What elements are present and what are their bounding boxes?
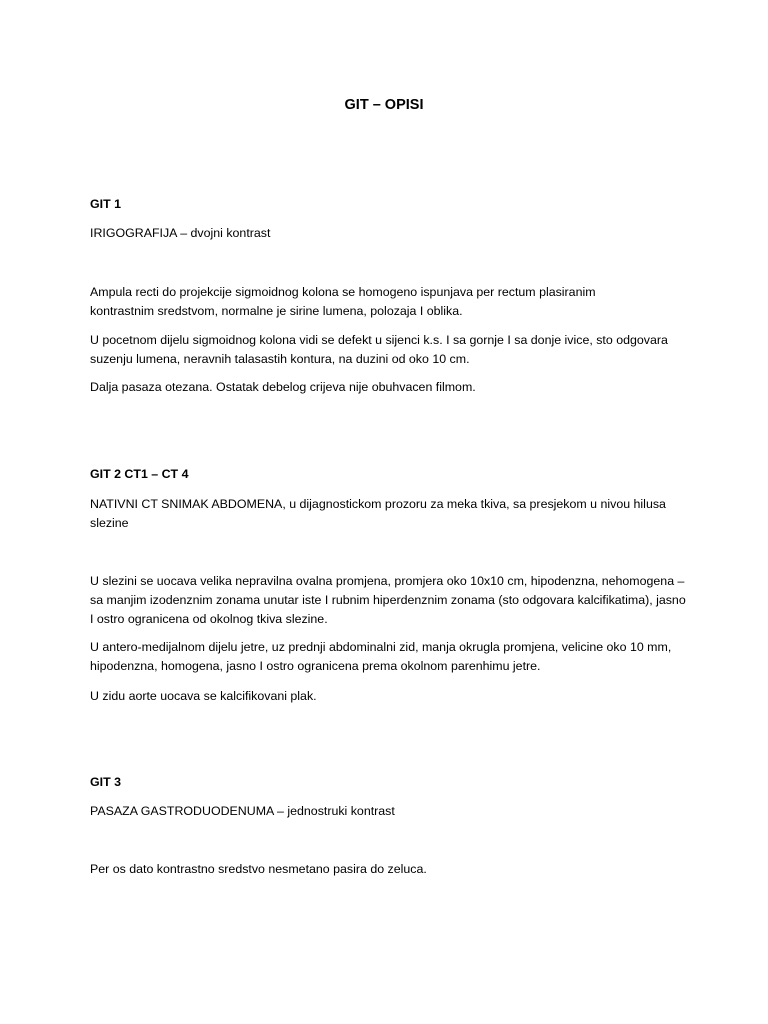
paragraph-git-1-1: Ampula recti do projekcije sigmoidnog kolona se homogeno ispunjava per rectum plasiranim kontrastnim sredstvom, normalne je sirine lumena, polozaja I oblika. (90, 285, 596, 318)
section-heading-git-3: GIT 3 (90, 775, 121, 789)
document-title: GIT – OPISI (344, 97, 424, 113)
section-heading-git-1: GIT 1 (90, 197, 121, 211)
paragraph-git-1-3: Dalja pasaza otezana. Ostatak debelog crijeva nije obuhvacen filmom. (90, 380, 476, 394)
section-subtitle-git-1: IRIGOGRAFIJA – dvojni kontrast (90, 226, 271, 240)
paragraph-git-3-1: Per os dato kontrastno sredstvo nesmetano pasira do zeluca. (90, 862, 427, 876)
paragraph-git-2-3: U zidu aorte uocava se kalcifikovani plak. (90, 689, 317, 703)
paragraph-git-2-1: U slezini se uocava velika nepravilna ovalna promjena, promjera oko 10x10 cm, hipodenzna, nehomogena – sa manjim izodenznim zonama unutar iste I rubnim hiperdenznim zonama (sto odgovara kalcifikatima), jasno I ostro ogranicena od okolnog tkiva slezine. (90, 574, 686, 626)
section-subtitle-git-3: PASAZA GASTRODUODENUMA – jednostruki kontrast (90, 804, 395, 818)
paragraph-git-2-2: U antero-medijalnom dijelu jetre, uz prednji abdominalni zid, manja okrugla promjena, velicine oko 10 mm, hipodenzna, homogena, jasno I ostro ogranicena prema okolnom parenhimu jetre. (90, 640, 672, 673)
section-subtitle-git-2: NATIVNI CT SNIMAK ABDOMENA, u dijagnostickom prozoru za meka tkiva, sa presjekom u nivou hilusa slezine (90, 497, 666, 530)
section-heading-git-2: GIT 2 CT1 – CT 4 (90, 467, 189, 481)
paragraph-git-1-2: U pocetnom dijelu sigmoidnog kolona vidi se defekt u sijenci k.s. I sa gornje I sa donje ivice, sto odgovara suzenju lumena, neravnih talasastih kontura, na duzini od oko 10 cm. (90, 333, 668, 366)
